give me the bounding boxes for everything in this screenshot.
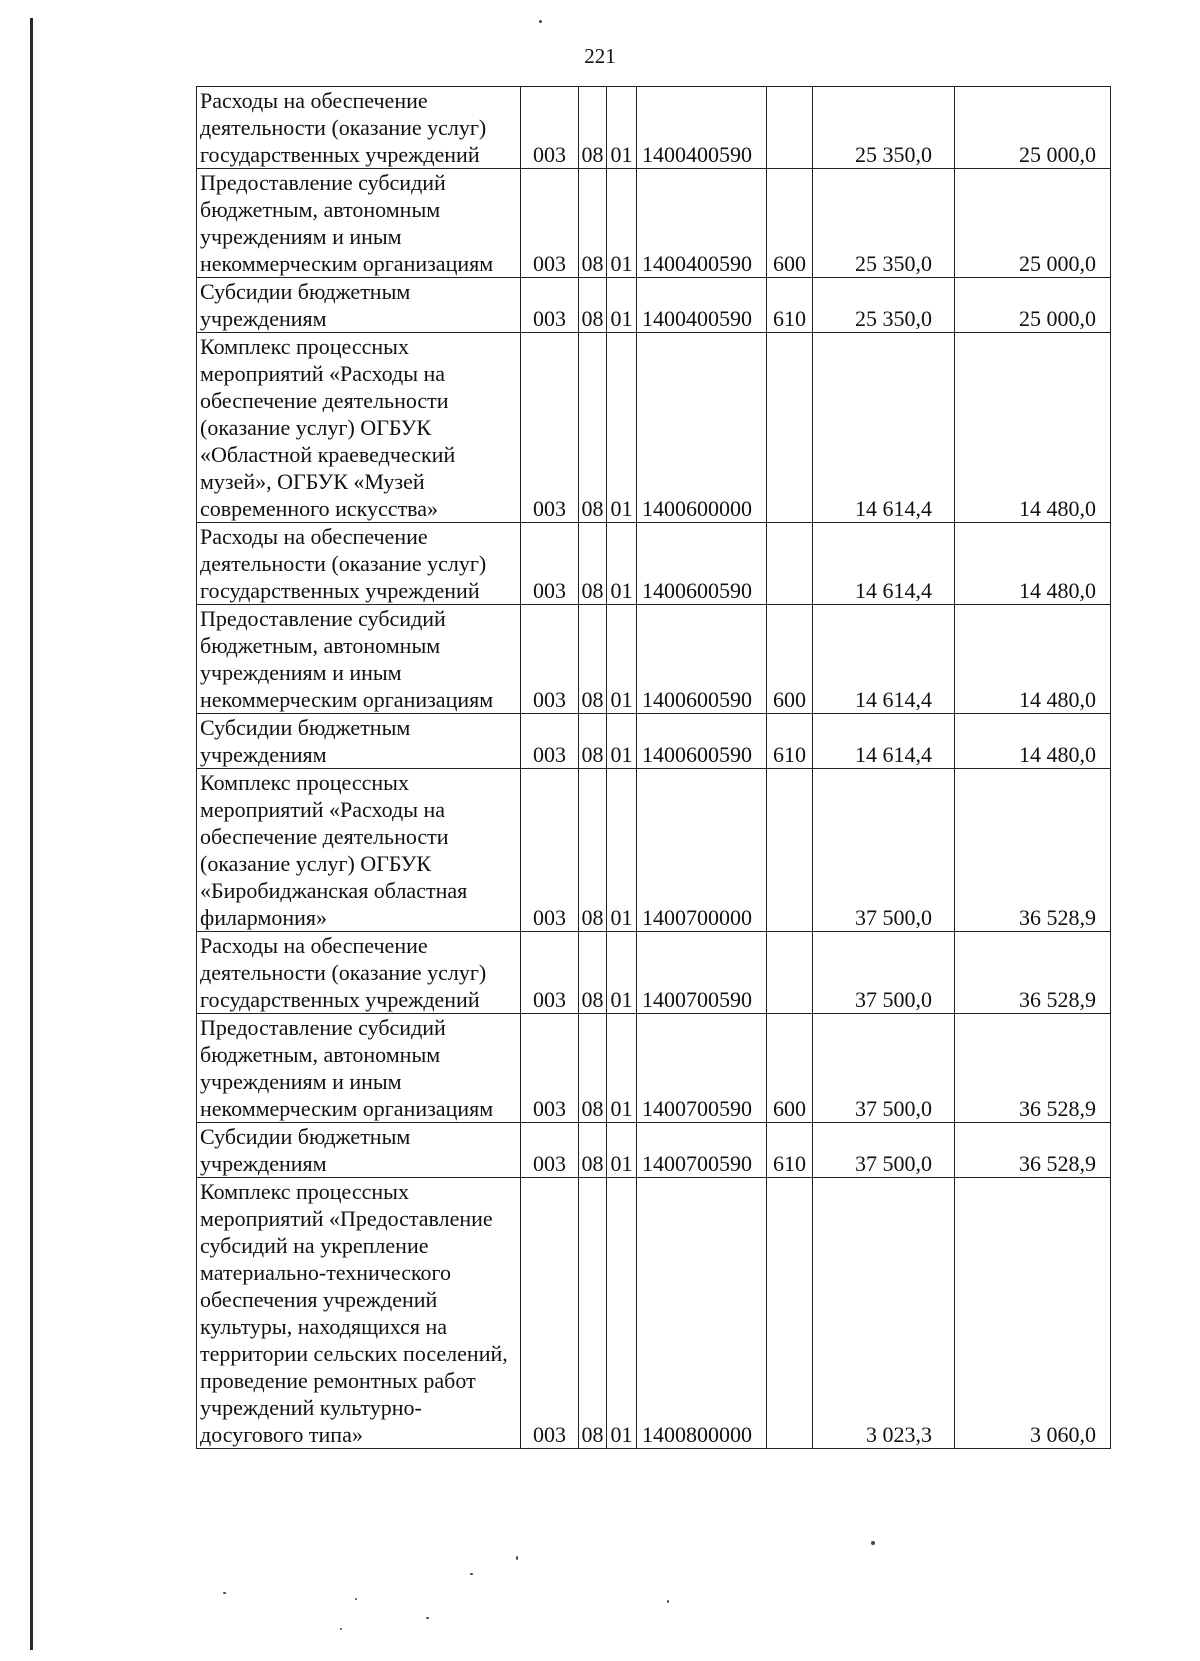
- row-section-code: 08: [579, 169, 607, 278]
- row-target-article: 1400700590: [637, 932, 767, 1014]
- row-subsection-code: 01: [607, 169, 637, 278]
- scan-speck: [667, 1600, 669, 1603]
- table-row: [197, 769, 1111, 932]
- row-subsection-code: 01: [607, 333, 637, 523]
- table-row: [197, 1178, 1111, 1449]
- row-target-article: 1400700000: [637, 769, 767, 932]
- row-amount-year-1: 37 500,0: [813, 769, 955, 932]
- row-section-code: 08: [579, 769, 607, 932]
- row-expense-type: [767, 932, 813, 1014]
- row-amount-year-2: 25 000,0: [955, 169, 1111, 278]
- row-subsection-code: 01: [607, 1178, 637, 1449]
- row-grbs-code: 003: [521, 1014, 579, 1123]
- row-grbs-code: 003: [521, 714, 579, 769]
- row-grbs-code: 003: [521, 1178, 579, 1449]
- table-row: [197, 333, 1111, 523]
- table-row: [197, 714, 1111, 769]
- table-row: [197, 523, 1111, 605]
- row-name: Комплекс процессных мероприятий «Предоставление субсидий на укрепление материально-технического обеспечения учреждений культуры, находящихся на территории сельских поселений, проведение ремонтных работ учреждений культурно-досугового типа»: [197, 1178, 521, 1449]
- row-name: Расходы на обеспечение деятельности (оказание услуг) государственных учреждений: [197, 87, 521, 169]
- row-subsection-code: 01: [607, 714, 637, 769]
- row-target-article: 1400400590: [637, 169, 767, 278]
- row-subsection-code: 01: [607, 1123, 637, 1178]
- row-amount-year-1: 37 500,0: [813, 1014, 955, 1123]
- page-number: 221: [584, 44, 616, 68]
- scan-speck: [516, 1556, 518, 1560]
- row-subsection-code: 01: [607, 605, 637, 714]
- row-subsection-code: 01: [607, 1014, 637, 1123]
- row-expense-type: 600: [767, 169, 813, 278]
- row-amount-year-1: 14 614,4: [813, 714, 955, 769]
- row-name: Субсидии бюджетным учреждениям: [197, 278, 521, 333]
- row-target-article: 1400600590: [637, 605, 767, 714]
- row-section-code: 08: [579, 1178, 607, 1449]
- row-expense-type: [767, 523, 813, 605]
- row-amount-year-1: 25 350,0: [813, 169, 955, 278]
- row-subsection-code: 01: [607, 278, 637, 333]
- row-amount-year-2: 14 480,0: [955, 523, 1111, 605]
- scan-speck: [426, 1617, 429, 1619]
- row-amount-year-2: 36 528,9: [955, 1014, 1111, 1123]
- row-target-article: 1400400590: [637, 278, 767, 333]
- table-row: [197, 278, 1111, 333]
- row-section-code: 08: [579, 605, 607, 714]
- row-amount-year-2: 14 480,0: [955, 714, 1111, 769]
- scan-speck: [871, 1541, 875, 1545]
- row-expense-type: [767, 333, 813, 523]
- row-subsection-code: 01: [607, 932, 637, 1014]
- table-body: [197, 87, 1111, 1449]
- budget-table: [196, 86, 1111, 1449]
- row-section-code: 08: [579, 714, 607, 769]
- row-target-article: 1400800000: [637, 1178, 767, 1449]
- row-amount-year-1: 25 350,0: [813, 87, 955, 169]
- row-section-code: 08: [579, 278, 607, 333]
- row-amount-year-1: 14 614,4: [813, 523, 955, 605]
- row-grbs-code: 003: [521, 1123, 579, 1178]
- row-grbs-code: 003: [521, 523, 579, 605]
- row-target-article: 1400600000: [637, 333, 767, 523]
- row-grbs-code: 003: [521, 87, 579, 169]
- row-target-article: 1400600590: [637, 714, 767, 769]
- row-amount-year-1: 14 614,4: [813, 333, 955, 523]
- row-amount-year-2: 25 000,0: [955, 278, 1111, 333]
- row-grbs-code: 003: [521, 169, 579, 278]
- table-row: [197, 169, 1111, 278]
- row-name: Предоставление субсидий бюджетным, автономным учреждениям и иным некоммерческим организациям: [197, 1014, 521, 1123]
- row-name: Субсидии бюджетным учреждениям: [197, 1123, 521, 1178]
- row-name: Предоставление субсидий бюджетным, автономным учреждениям и иным некоммерческим организациям: [197, 605, 521, 714]
- row-expense-type: 610: [767, 714, 813, 769]
- row-subsection-code: 01: [607, 769, 637, 932]
- row-name: Комплекс процессных мероприятий «Расходы на обеспечение деятельности (оказание услуг) ОГБУК «Областной краеведческий музей», ОГБУК «Музей современного искусства»: [197, 333, 521, 523]
- row-amount-year-2: 25 000,0: [955, 87, 1111, 169]
- row-name: Расходы на обеспечение деятельности (оказание услуг) государственных учреждений: [197, 932, 521, 1014]
- row-name: Предоставление субсидий бюджетным, автономным учреждениям и иным некоммерческим организациям: [197, 169, 521, 278]
- row-target-article: 1400700590: [637, 1014, 767, 1123]
- row-expense-type: 610: [767, 1123, 813, 1178]
- row-grbs-code: 003: [521, 605, 579, 714]
- row-name: Комплекс процессных мероприятий «Расходы на обеспечение деятельности (оказание услуг) ОГБУК «Биробиджанская областная филармония»: [197, 769, 521, 932]
- row-section-code: 08: [579, 87, 607, 169]
- row-section-code: 08: [579, 1123, 607, 1178]
- scan-speck: [223, 1592, 226, 1594]
- row-amount-year-2: 14 480,0: [955, 333, 1111, 523]
- scan-speck: [355, 1598, 357, 1600]
- row-expense-type: 600: [767, 605, 813, 714]
- scan-speck: [340, 1628, 342, 1630]
- table-row: [197, 1014, 1111, 1123]
- row-grbs-code: 003: [521, 278, 579, 333]
- row-target-article: 1400600590: [637, 523, 767, 605]
- row-expense-type: [767, 87, 813, 169]
- table-row: [197, 932, 1111, 1014]
- row-target-article: 1400700590: [637, 1123, 767, 1178]
- row-amount-year-1: 25 350,0: [813, 278, 955, 333]
- row-expense-type: 610: [767, 278, 813, 333]
- row-amount-year-2: 36 528,9: [955, 769, 1111, 932]
- row-section-code: 08: [579, 1014, 607, 1123]
- row-amount-year-1: 37 500,0: [813, 932, 955, 1014]
- row-grbs-code: 003: [521, 333, 579, 523]
- row-expense-type: [767, 1178, 813, 1449]
- row-section-code: 08: [579, 932, 607, 1014]
- row-name: Расходы на обеспечение деятельности (оказание услуг) государственных учреждений: [197, 523, 521, 605]
- row-amount-year-2: 36 528,9: [955, 1123, 1111, 1178]
- row-grbs-code: 003: [521, 769, 579, 932]
- scan-speck: [539, 20, 542, 23]
- row-amount-year-2: 36 528,9: [955, 932, 1111, 1014]
- row-amount-year-2: 14 480,0: [955, 605, 1111, 714]
- table-row: [197, 87, 1111, 169]
- row-section-code: 08: [579, 523, 607, 605]
- table-row: [197, 1123, 1111, 1178]
- row-section-code: 08: [579, 333, 607, 523]
- row-amount-year-1: 37 500,0: [813, 1123, 955, 1178]
- row-subsection-code: 01: [607, 523, 637, 605]
- row-name: Субсидии бюджетным учреждениям: [197, 714, 521, 769]
- row-amount-year-1: 3 023,3: [813, 1178, 955, 1449]
- row-expense-type: 600: [767, 1014, 813, 1123]
- row-target-article: 1400400590: [637, 87, 767, 169]
- scan-edge-line: [30, 18, 33, 1650]
- scan-speck: [470, 1573, 473, 1575]
- table-row: [197, 605, 1111, 714]
- row-expense-type: [767, 769, 813, 932]
- row-amount-year-2: 3 060,0: [955, 1178, 1111, 1449]
- row-subsection-code: 01: [607, 87, 637, 169]
- row-amount-year-1: 14 614,4: [813, 605, 955, 714]
- row-grbs-code: 003: [521, 932, 579, 1014]
